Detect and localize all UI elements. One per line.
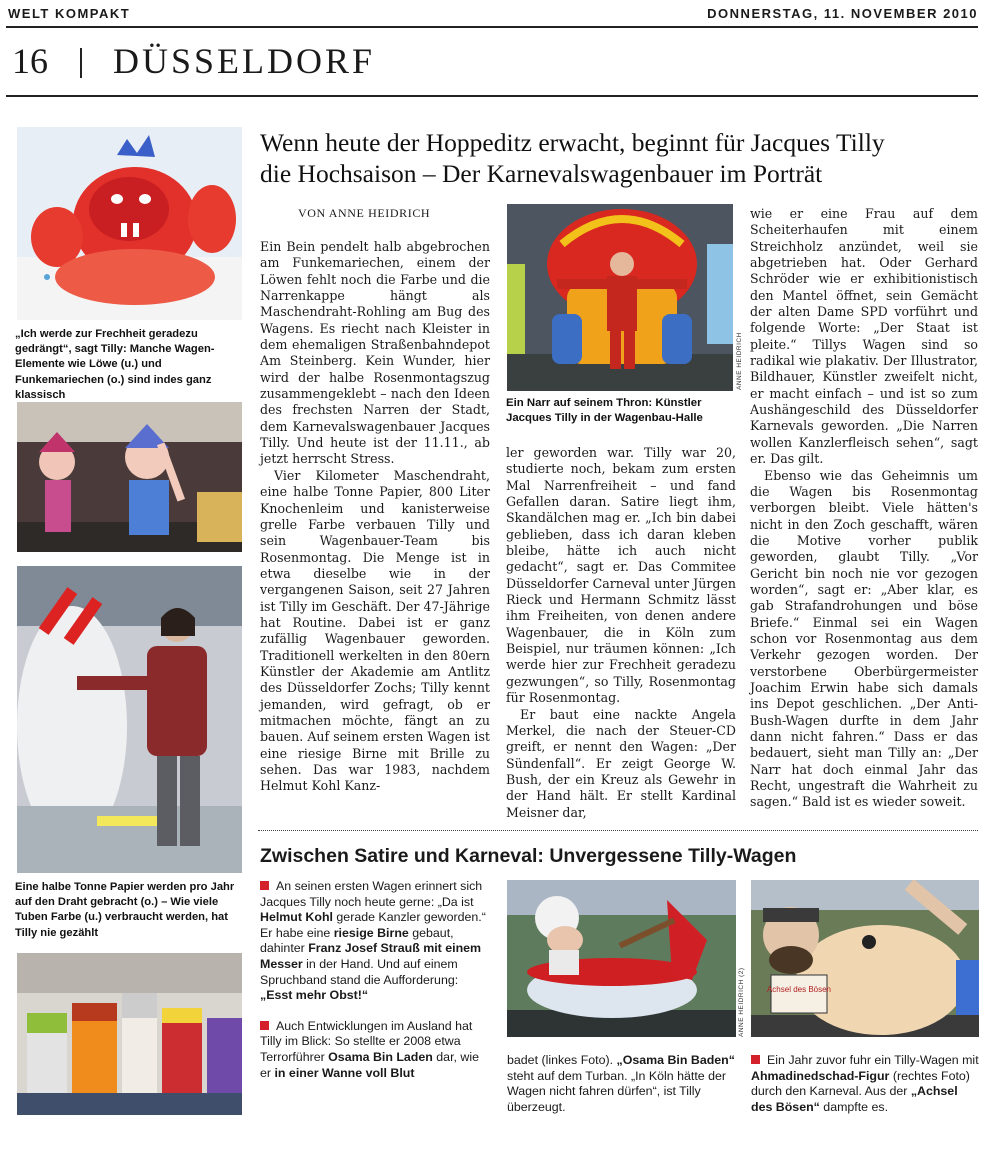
workshop-photo (17, 566, 242, 873)
box-photo-credit: ANNE HEIDRICH (2) (738, 967, 745, 1037)
box-column-2 (507, 1053, 737, 1115)
bullet-marker (751, 1055, 760, 1064)
page-number: 16 (12, 41, 48, 81)
box-column-3 (751, 1053, 979, 1115)
bullet-marker (260, 1021, 269, 1030)
tilly-throne-photo (507, 204, 733, 391)
box-separator (258, 830, 978, 831)
paint-buckets-photo (17, 953, 242, 1115)
article-column-2 (506, 445, 736, 821)
article-paragraph: wie er eine Frau auf dem Scheiterhaufen mit einem Streichholz anzündet, weil sie abgetrieben hat. Oder Gerhard Schröder wie er exhibitionistisch den Mantel öffnet, sein Gemächt der alten Dame SPD vorführt und folgende Worte: „Der Staat ist pleite.“ Tillys Wagen sind so radikal wie plakativ. Der Illustrator, Bildhauer, Künstler zweifelt nicht, er macht einfach – und ist so zum Aushängeschild des Düsseldorfer Karnevals geworden. „Die Narren wollen Kanzlerfleisch sehen“, sagt er. Das gilt. (750, 206, 978, 467)
masthead-rule (6, 26, 978, 28)
article-column-1 (260, 239, 490, 795)
headline-line-2: die Hochsaison – Der Karnevalswagenbauer im Porträt (260, 159, 823, 188)
article-paragraph: ler geworden war. Tilly war 20, studierte noch, bekam zum ersten Mal Narrenfreiheit – und fand Gefallen daran. Satire liegt ihm, Skandälchen mag er. „Ich bin dabei geblieben, dass ich daran kleben bleibe, hätte ich auch nicht gedacht“, sagt er. Das Commitee Düsseldorfer Carneval unter Jürgen Rieck und Hermann Schmitz lässt ihm Freiheiten, von denen andere Wagenbauer, die in Köln zum Beispiel, nur träumen können: „Ich werde hier zur Frechheit geradezu gezwungen“, so Tilly, Rosenmontag für Rosenmontag. (506, 445, 736, 706)
ahmadinedschad-float-photo (751, 880, 979, 1037)
box-column-1 (260, 879, 492, 1081)
box-paragraph: An seinen ersten Wagen erinnert sich Jacques Tilly noch heute gerne: „Da ist Helmut Kohl gerade Kanzler geworden.“ Er habe eine riesige Birne gebaut, dahinter Franz Josef Strauß mit einem Messer in der Hand. Und auf einem Spruchband stand die Aufforderung: „Esst mehr Obst!“ (260, 879, 486, 1003)
newspaper-name: WELT KOMPAKT (8, 6, 131, 21)
headline-line-1: Wenn heute der Hoppeditz erwacht, beginnt für Jacques Tilly (260, 128, 885, 157)
article-paragraph: Ebenso wie das Geheimnis um die Wagen bis Rosenmontag verborgen bleibt. Viele hätten's nicht in den Zoch geschafft, wären die Motive vorher publik geworden, glaubt Tilly. „Vor Gericht bin noch nie vor gezogen worden“, sagt er: „Aber klar, es gab Strafandrohungen und böse Briefe.“ Einmal sei ein Wagen schon vor Rosenmontag aus dem Verkehr gezogen worden. Der verstorbene Oberbürgermeister Joachim Erwin habe sich damals ins Depot geschlichen. „Der Anti-Bush-Wagen durfte in dem Jahr dann nicht fahren.“ Dass er das bedauert, sieht man Tilly an: „Der Narr hat doch einmal Jahr das Recht, ungestraft die Wahrheit zu sagen.“ Bald ist es wieder soweit. (750, 467, 978, 810)
photo-credit: ANNE HEIDRICH (736, 332, 743, 390)
section-rule (6, 95, 978, 97)
box-title: Zwischen Satire und Karneval: Unvergessene Tilly-Wagen (260, 845, 797, 867)
byline: VON ANNE HEIDRICH (298, 206, 431, 220)
sidebar-caption-1: „Ich werde zur Frechheit geradezu gedrängt“, sagt Tilly: Manche Wagen-Elemente wie Löwe (u.) und Funkemariechen (o.) sind indes ganz klassisch (15, 328, 215, 401)
box-paragraph: Ein Jahr zuvor fuhr ein Tilly-Wagen mit Ahmadinedschad-Figur (rechtes Foto) durch den Karneval. Aus der „Achsel des Bösen“ dampfte es. (751, 1053, 979, 1114)
article-headline (260, 127, 980, 189)
article-column-3 (750, 206, 978, 811)
sidebar-caption-2: Eine halbe Tonne Papier werden pro Jahr auf den Draht gebracht (o.) – Wie viele Tuben Farbe (u.) verbraucht werden, hat Tilly nie gezählt (15, 881, 235, 939)
bin-laden-float-photo (507, 880, 736, 1037)
photo-caption: Ein Narr auf seinem Thron: Künstler Jacques Tilly in der Wagenbau-Halle (506, 397, 703, 425)
section-title: DÜSSELDORF (113, 41, 376, 81)
funkemariechen-photo (17, 402, 242, 552)
article-paragraph: Ein Bein pendelt halb abgebrochen am Funkemariechen, einem der Löwen fehlt noch die Farbe und die Narrenkappe hängt als Maschendraht-Rohling am Bug des Wagens. Es riecht nach Kleister in dem ehemaligen Straßenbahndepot Am Steinberg. Kein Wunder, hier wird der halbe Rosenmontagszug zusammengeklebt – nach den Ideen des frechsten Narren der Stadt, dem Karnevalswagenbauer Jacques Tilly. Und heute ist der 11.11., ab jetzt herrscht Stress. (260, 239, 490, 467)
box-paragraph: badet (linkes Foto). „Osama Bin Baden“ steht auf dem Turban. „In Köln hätte der Wagen nicht fahren dürfen“, ist Tilly überzeugt. (507, 1053, 735, 1114)
issue-date: DONNERSTAG, 11. NOVEMBER 2010 (707, 6, 978, 21)
sign-text: Achsel des Bösen (766, 985, 832, 994)
bullet-marker (260, 881, 269, 890)
page-divider (80, 48, 82, 78)
lion-photo (17, 127, 242, 320)
article-paragraph: Er baut eine nackte Angela Merkel, die nach der Steuer-CD greift, er nennt den Wagen: „Der Sündenfall“. Er zeigt George W. Bush, der ein Kreuz als Gewehr in der Hand hält. Er stellt Kardinal Meisner dar, (506, 706, 736, 820)
box-paragraph: Auch Entwicklungen im Ausland hat Tilly im Blick: So stellte er 2008 etwa Terrorführer Osama Bin Laden dar, wie er in einer Wanne voll Blut (260, 1018, 479, 1080)
article-paragraph: Vier Kilometer Maschendraht, eine halbe Tonne Papier, 800 Liter Knochenleim und kanisterweise grelle Farbe verbauen Tilly und sein Wagenbauer-Team bis Rosenmontag. Die Menge ist in etwa dieselbe wie in der vergangenen Saison, seit 27 Jahren ist Tilly im Geschäft. Der 47-Jährige hat Routine. Dabei ist er ganz zufällig Wagenbauer geworden. Traditionell werkelten in den 80ern Künstler der Akademie am Antlitz des Düsseldorfer Zochs; Tilly kennt jemanden, wird gefragt, ob er mitmachen möchte, fängt an zu bauen. Auf seinem ersten Wagen ist eine riesige Birne mit Brille zu sehen. Das war 1983, nachdem Helmut Kohl Kanz- (260, 467, 490, 794)
